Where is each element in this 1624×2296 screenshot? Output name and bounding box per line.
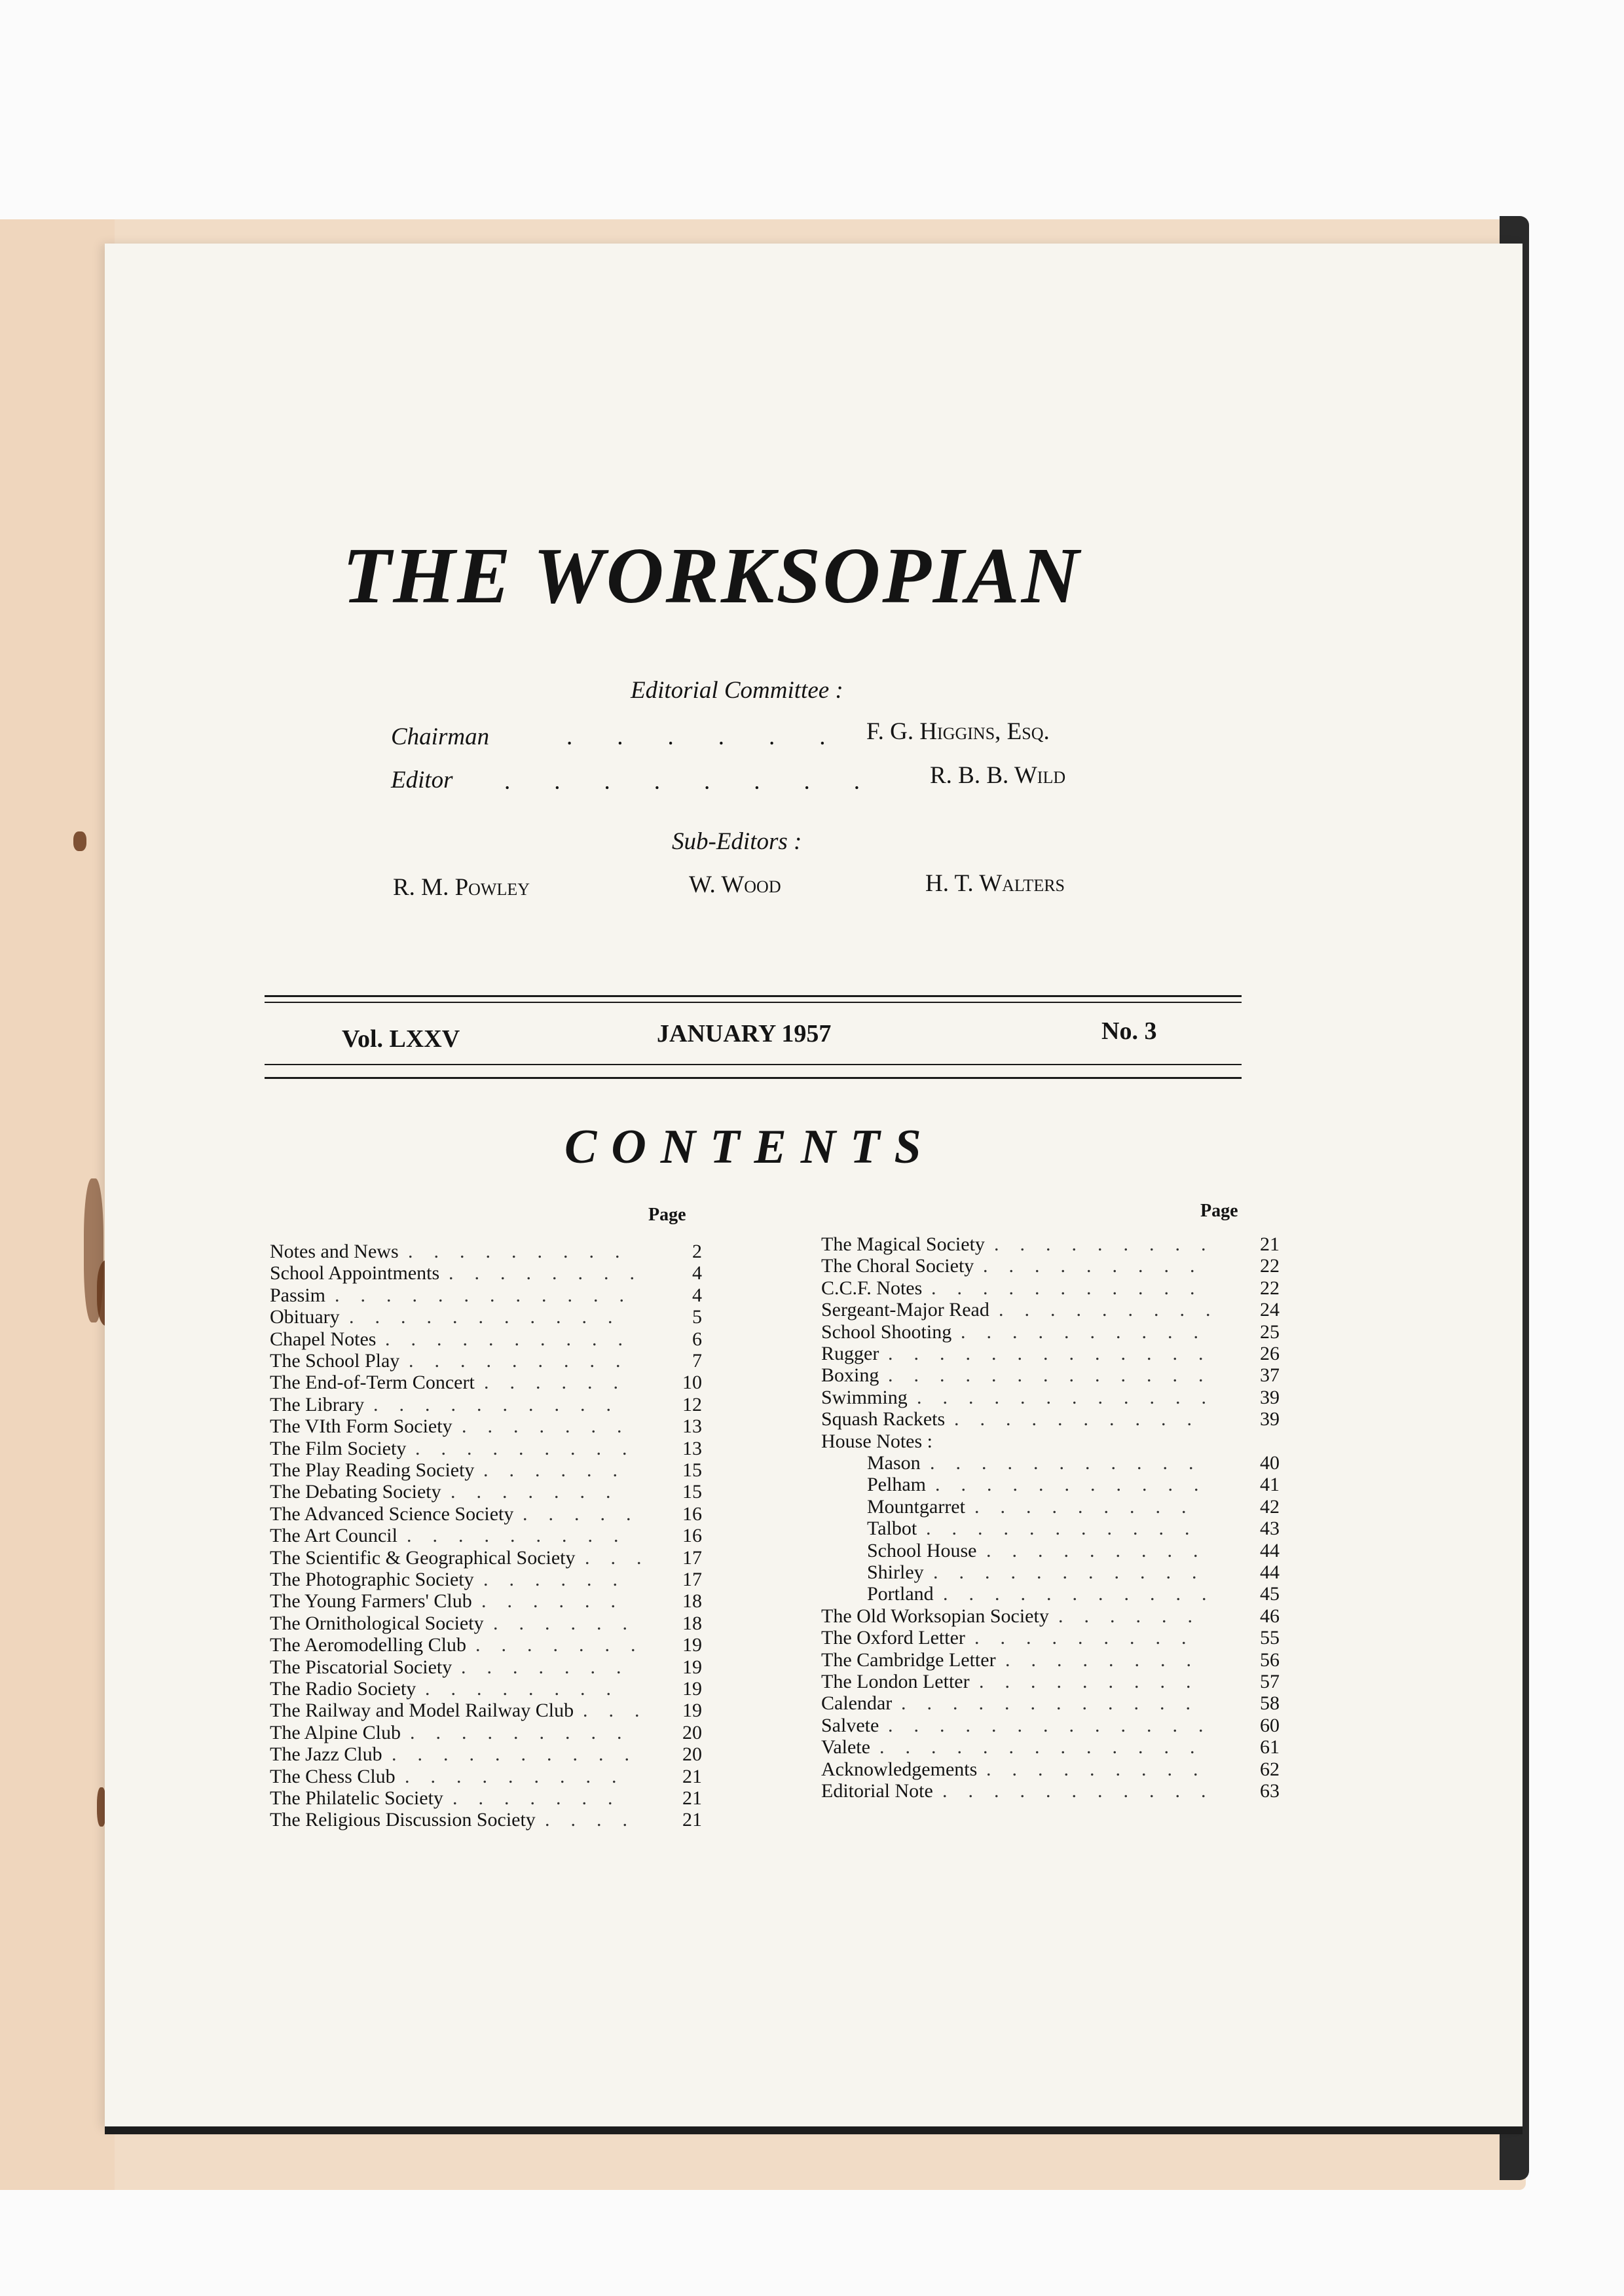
contents-page-number: 21	[682, 1787, 702, 1809]
leader-dots: ........	[425, 1678, 632, 1700]
leader-dots: ....	[545, 1809, 648, 1831]
contents-entry-title: Obituary	[270, 1306, 340, 1328]
leader-dots: ...........	[931, 1277, 1216, 1299]
contents-entry	[270, 1656, 702, 1678]
contents-page-number: 5	[692, 1306, 702, 1328]
leader-dots: .............	[888, 1364, 1225, 1387]
contents-page-number: 21	[682, 1809, 702, 1831]
contents-entry	[821, 1649, 1280, 1671]
contents-entry-title: Squash Rackets	[821, 1408, 946, 1430]
leader-dots: .........	[410, 1721, 643, 1743]
contents-entry	[270, 1569, 702, 1590]
leader-dots: .........	[986, 1758, 1219, 1780]
contents-entry-title: The Religious Discussion Society	[270, 1809, 536, 1831]
contents-entry	[821, 1518, 1280, 1539]
leader-dots: .........	[994, 1233, 1227, 1255]
contents-page-number: 58	[1260, 1692, 1280, 1715]
issue-number: No. 3	[1101, 1017, 1157, 1045]
contents-page-number: 63	[1260, 1780, 1280, 1802]
leader-dots: ......	[483, 1459, 638, 1481]
contents-page-number: 17	[682, 1569, 702, 1590]
contents-entry	[270, 1350, 702, 1372]
leader-dots: .........	[983, 1255, 1216, 1277]
contents-entry	[821, 1736, 1280, 1758]
leader-dots: .........	[974, 1627, 1208, 1649]
contents-page-number: 20	[682, 1743, 702, 1766]
sub-editor-name: H. T. Walters	[925, 870, 1065, 897]
contents-entry-title: School Appointments	[270, 1262, 440, 1285]
contents-page-number: 18	[682, 1590, 702, 1613]
contents-entry	[821, 1692, 1280, 1714]
contents-entry-title: Passim	[270, 1284, 326, 1306]
contents-page-number: 4	[692, 1284, 702, 1306]
contents-entry-title: The End-of-Term Concert	[270, 1372, 475, 1394]
contents-page-number: 56	[1260, 1649, 1280, 1671]
contents-entry-title: Mountgarret	[867, 1495, 965, 1518]
leader-dots: ............	[917, 1386, 1227, 1408]
contents-entry-title: Shirley	[867, 1561, 924, 1583]
contents-page-number: 43	[1260, 1518, 1280, 1540]
contents-page-number: 39	[1260, 1408, 1280, 1430]
contents-page-number: 62	[1260, 1758, 1280, 1780]
leader-dots: .............	[888, 1343, 1225, 1364]
leader-dots: ............	[901, 1692, 1211, 1715]
contents-entry	[821, 1496, 1280, 1518]
contents-entry	[270, 1590, 702, 1612]
contents-entry	[270, 1372, 702, 1393]
contents-entry-title: Editorial Note	[821, 1780, 933, 1802]
leader-dots: ..........	[385, 1328, 644, 1350]
contents-entry	[270, 1438, 702, 1459]
contents-entry	[270, 1634, 702, 1656]
contents-entry	[821, 1474, 1280, 1495]
contents-entry	[270, 1415, 702, 1437]
contents-page-number: 10	[682, 1372, 702, 1394]
contents-entry	[270, 1481, 702, 1503]
contents-entry	[821, 1671, 1280, 1692]
contents-entry-title: Chapel Notes	[270, 1328, 377, 1350]
contents-entry-title: School House	[867, 1539, 977, 1561]
contents-entry	[821, 1715, 1280, 1736]
contents-page-number: 19	[682, 1634, 702, 1656]
contents-entry-title: Notes and News	[270, 1241, 399, 1262]
leader-dots: ......	[1058, 1605, 1213, 1627]
leader-dots: .......	[475, 1634, 657, 1656]
chairman-name: F. G. Higgins, Esq.	[866, 718, 1050, 745]
contents-entry	[270, 1285, 702, 1306]
divider-rule	[265, 1064, 1242, 1065]
contents-entry-title: The Debating Society	[270, 1481, 441, 1503]
contents-entry	[821, 1540, 1280, 1561]
leader-dots: .........	[405, 1765, 638, 1787]
contents-entry	[270, 1809, 702, 1831]
volume-number: Vol. LXXV	[342, 1025, 460, 1053]
editor-name: R. B. B. Wild	[930, 762, 1066, 789]
contents-entry-title: The School Play	[270, 1350, 400, 1372]
contents-entry-title: Rugger	[821, 1343, 879, 1364]
contents-entry-title: The Old Worksopian Society	[821, 1605, 1049, 1627]
leader-dots: ......	[493, 1612, 648, 1634]
leader-dots: ...........	[926, 1518, 1211, 1540]
contents-entry	[270, 1262, 702, 1284]
leader-dots: .........	[979, 1671, 1212, 1692]
leader-dots: ...........	[942, 1780, 1227, 1802]
contents-entry-title: C.C.F. Notes	[821, 1277, 923, 1299]
contents-entry	[821, 1233, 1280, 1255]
contents-entry	[270, 1503, 702, 1525]
leader-dots: ........	[1005, 1649, 1212, 1671]
page-column-header: Page	[648, 1205, 686, 1225]
contents-entry-title: The Radio Society	[270, 1678, 416, 1700]
contents-entry	[821, 1343, 1280, 1364]
leader-dots: ...	[583, 1700, 661, 1722]
leader-dots: .........	[407, 1525, 640, 1547]
leader-dots: .........	[415, 1437, 648, 1459]
leader-dots: ......	[484, 1372, 639, 1394]
contents-page-number: 21	[682, 1765, 702, 1787]
contents-page-number: 40	[1260, 1452, 1280, 1474]
contents-entry	[821, 1583, 1280, 1605]
contents-entry	[821, 1387, 1280, 1408]
contents-page-number: 12	[682, 1393, 702, 1415]
contents-entry	[270, 1787, 702, 1809]
contents-page-number: 18	[682, 1612, 702, 1634]
contents-entry	[821, 1299, 1280, 1321]
contents-entry	[270, 1613, 702, 1634]
contents-entry-title: The Jazz Club	[270, 1743, 382, 1766]
contents-entry	[821, 1780, 1280, 1802]
contents-page-number: 20	[682, 1721, 702, 1743]
sub-editor-name: R. M. Powley	[393, 874, 530, 901]
leader-dots: .........	[974, 1495, 1208, 1518]
sub-editors-heading: Sub-Editors :	[672, 828, 802, 855]
contents-entry-title: The Photographic Society	[270, 1569, 474, 1590]
contents-entry-title: The Ornithological Society	[270, 1612, 484, 1634]
contents-entry	[270, 1700, 702, 1721]
contents-entry-title: The Chess Club	[270, 1765, 396, 1787]
contents-heading: CONTENTS	[564, 1120, 936, 1174]
leader-dots: ......	[566, 723, 870, 750]
contents-entry-title: Boxing	[821, 1364, 879, 1387]
contents-entry	[270, 1766, 702, 1787]
leader-dots: .......	[461, 1656, 642, 1678]
contents-entry-title: The Library	[270, 1393, 365, 1415]
contents-page-number: 17	[682, 1546, 702, 1569]
contents-entry-title: The Choral Society	[821, 1255, 974, 1277]
contents-entry-title: The London Letter	[821, 1671, 970, 1692]
contents-page-number: 19	[682, 1678, 702, 1700]
leader-dots: ........	[504, 768, 904, 795]
leader-dots: ......	[481, 1590, 637, 1613]
contents-entry-title: School Shooting	[821, 1321, 952, 1343]
contents-entry-title: The Aeromodelling Club	[270, 1634, 466, 1656]
leader-dots: .............	[879, 1736, 1216, 1758]
contents-page-number: 60	[1260, 1714, 1280, 1736]
contents-entry	[821, 1277, 1280, 1299]
leader-dots: ...........	[943, 1583, 1228, 1605]
leader-dots: ..........	[954, 1408, 1213, 1430]
contents-entry-title: The Play Reading Society	[270, 1459, 475, 1481]
contents-page-number: 37	[1260, 1364, 1280, 1387]
contents-entry-title: The Scientific & Geographical Society	[270, 1546, 576, 1569]
contents-page-number: 2	[692, 1241, 702, 1262]
contents-entry-title: The Oxford Letter	[821, 1627, 965, 1649]
contents-page-number: 57	[1260, 1671, 1280, 1692]
contents-page-number: 6	[692, 1328, 702, 1350]
contents-entry	[821, 1321, 1280, 1343]
leader-dots: .............	[888, 1714, 1225, 1736]
leader-dots: .......	[451, 1481, 632, 1503]
contents-page-number: 15	[682, 1459, 702, 1481]
contents-page-number: 45	[1260, 1583, 1280, 1605]
contents-page-number: 13	[682, 1437, 702, 1459]
contents-entry-title: Valete	[821, 1736, 870, 1758]
contents-page-number: 19	[682, 1656, 702, 1678]
contents-entry-title: The Cambridge Letter	[821, 1649, 996, 1671]
contents-entry	[821, 1430, 1280, 1452]
contents-page-number: 16	[682, 1503, 702, 1525]
leader-dots: .......	[462, 1415, 643, 1438]
divider-rule	[265, 1002, 1242, 1003]
contents-entry	[821, 1627, 1280, 1649]
leader-dots: ...........	[349, 1306, 634, 1328]
contents-page-number: 26	[1260, 1343, 1280, 1364]
contents-entry	[270, 1394, 702, 1415]
leader-dots: .........	[999, 1299, 1232, 1321]
contents-entry-title: Portland	[867, 1583, 934, 1605]
contents-entry	[270, 1722, 702, 1743]
editor-label: Editor	[391, 767, 453, 793]
contents-entry-title: The Magical Society	[821, 1233, 985, 1255]
contents-entry-title: Sergeant-Major Read	[821, 1299, 989, 1321]
leader-dots: ..........	[961, 1321, 1219, 1343]
page-bottom-edge	[105, 2126, 1522, 2134]
contents-page-number: 22	[1260, 1255, 1280, 1277]
contents-entry	[821, 1452, 1280, 1474]
contents-entry	[270, 1547, 702, 1569]
contents-page-number: 44	[1260, 1561, 1280, 1583]
leader-dots: ...........	[935, 1474, 1220, 1496]
leader-dots: .....	[523, 1503, 652, 1525]
contents-entry-title: The Piscatorial Society	[270, 1656, 452, 1678]
contents-entry	[821, 1758, 1280, 1780]
contents-entry-title: The Philatelic Society	[270, 1787, 443, 1809]
contents-entry	[270, 1743, 702, 1765]
contents-page-number: 41	[1260, 1474, 1280, 1496]
journal-page	[105, 244, 1522, 2129]
contents-entry-title: House Notes :	[821, 1430, 932, 1452]
contents-page-number: 24	[1260, 1299, 1280, 1321]
contents-page-number: 25	[1260, 1321, 1280, 1343]
contents-page-number: 15	[682, 1481, 702, 1503]
contents-entry	[270, 1459, 702, 1481]
leader-dots: ..........	[392, 1743, 650, 1766]
contents-entry	[270, 1525, 702, 1546]
leader-dots: ..........	[373, 1393, 632, 1415]
contents-page-number: 46	[1260, 1605, 1280, 1627]
contents-page-number: 39	[1260, 1386, 1280, 1408]
contents-entry-title: Swimming	[821, 1386, 908, 1408]
leader-dots: .........	[986, 1539, 1219, 1561]
page-title: THE WORKSOPIAN	[342, 532, 1081, 620]
contents-entry-title: The Advanced Science Society	[270, 1503, 514, 1525]
leader-dots: ............	[335, 1284, 645, 1306]
leader-dots: .........	[408, 1241, 641, 1262]
contents-page-number: 16	[682, 1525, 702, 1547]
contents-page-number: 7	[692, 1350, 702, 1372]
contents-entry-title: The VIth Form Society	[270, 1415, 452, 1438]
issue-date: JANUARY 1957	[657, 1020, 832, 1048]
contents-entry	[270, 1678, 702, 1700]
contents-entry-title: The Film Society	[270, 1437, 407, 1459]
contents-page-number: 61	[1260, 1736, 1280, 1758]
contents-page-number: 19	[682, 1700, 702, 1722]
contents-entry	[821, 1605, 1280, 1627]
contents-entry-title: Acknowledgements	[821, 1758, 978, 1780]
contents-entry	[821, 1364, 1280, 1386]
contents-page-number: 55	[1260, 1627, 1280, 1649]
contents-entry-title: Salvete	[821, 1714, 879, 1736]
leader-dots: ...........	[933, 1561, 1218, 1583]
contents-entry	[821, 1561, 1280, 1583]
contents-entry	[821, 1255, 1280, 1277]
contents-entry-title: The Railway and Model Railway Club	[270, 1700, 574, 1722]
divider-rule	[265, 1077, 1242, 1079]
contents-page-number: 13	[682, 1415, 702, 1438]
contents-entry-title: The Alpine Club	[270, 1721, 401, 1743]
contents-page-number: 22	[1260, 1277, 1280, 1299]
leader-dots: ........	[449, 1262, 655, 1285]
sub-editor-name: W. Wood	[689, 871, 781, 898]
contents-entry	[821, 1408, 1280, 1430]
contents-entry	[270, 1241, 702, 1262]
chairman-label: Chairman	[391, 723, 490, 750]
leader-dots: .......	[452, 1787, 634, 1809]
leader-dots: ...........	[930, 1452, 1215, 1474]
leader-dots: ...	[585, 1546, 663, 1569]
contents-entry-title: The Young Farmers' Club	[270, 1590, 472, 1613]
page-column-header: Page	[1200, 1201, 1238, 1221]
leader-dots: ......	[483, 1569, 638, 1590]
contents-entry-title: The Art Council	[270, 1525, 397, 1547]
staple-rust-mark	[73, 831, 86, 851]
contents-entry	[270, 1306, 702, 1328]
leader-dots: .........	[409, 1350, 642, 1372]
editorial-committee-heading: Editorial Committee :	[631, 677, 843, 704]
divider-rule	[265, 995, 1242, 997]
contents-entry-title: Pelham	[867, 1474, 926, 1496]
contents-page-number: 44	[1260, 1539, 1280, 1561]
contents-page-number: 42	[1260, 1495, 1280, 1518]
contents-entry-title: Calendar	[821, 1692, 893, 1715]
contents-entry	[270, 1328, 702, 1350]
contents-entry-title: Talbot	[867, 1518, 917, 1540]
contents-page-number: 21	[1260, 1233, 1280, 1255]
contents-page-number: 4	[692, 1262, 702, 1285]
contents-entry-title: Mason	[867, 1452, 921, 1474]
